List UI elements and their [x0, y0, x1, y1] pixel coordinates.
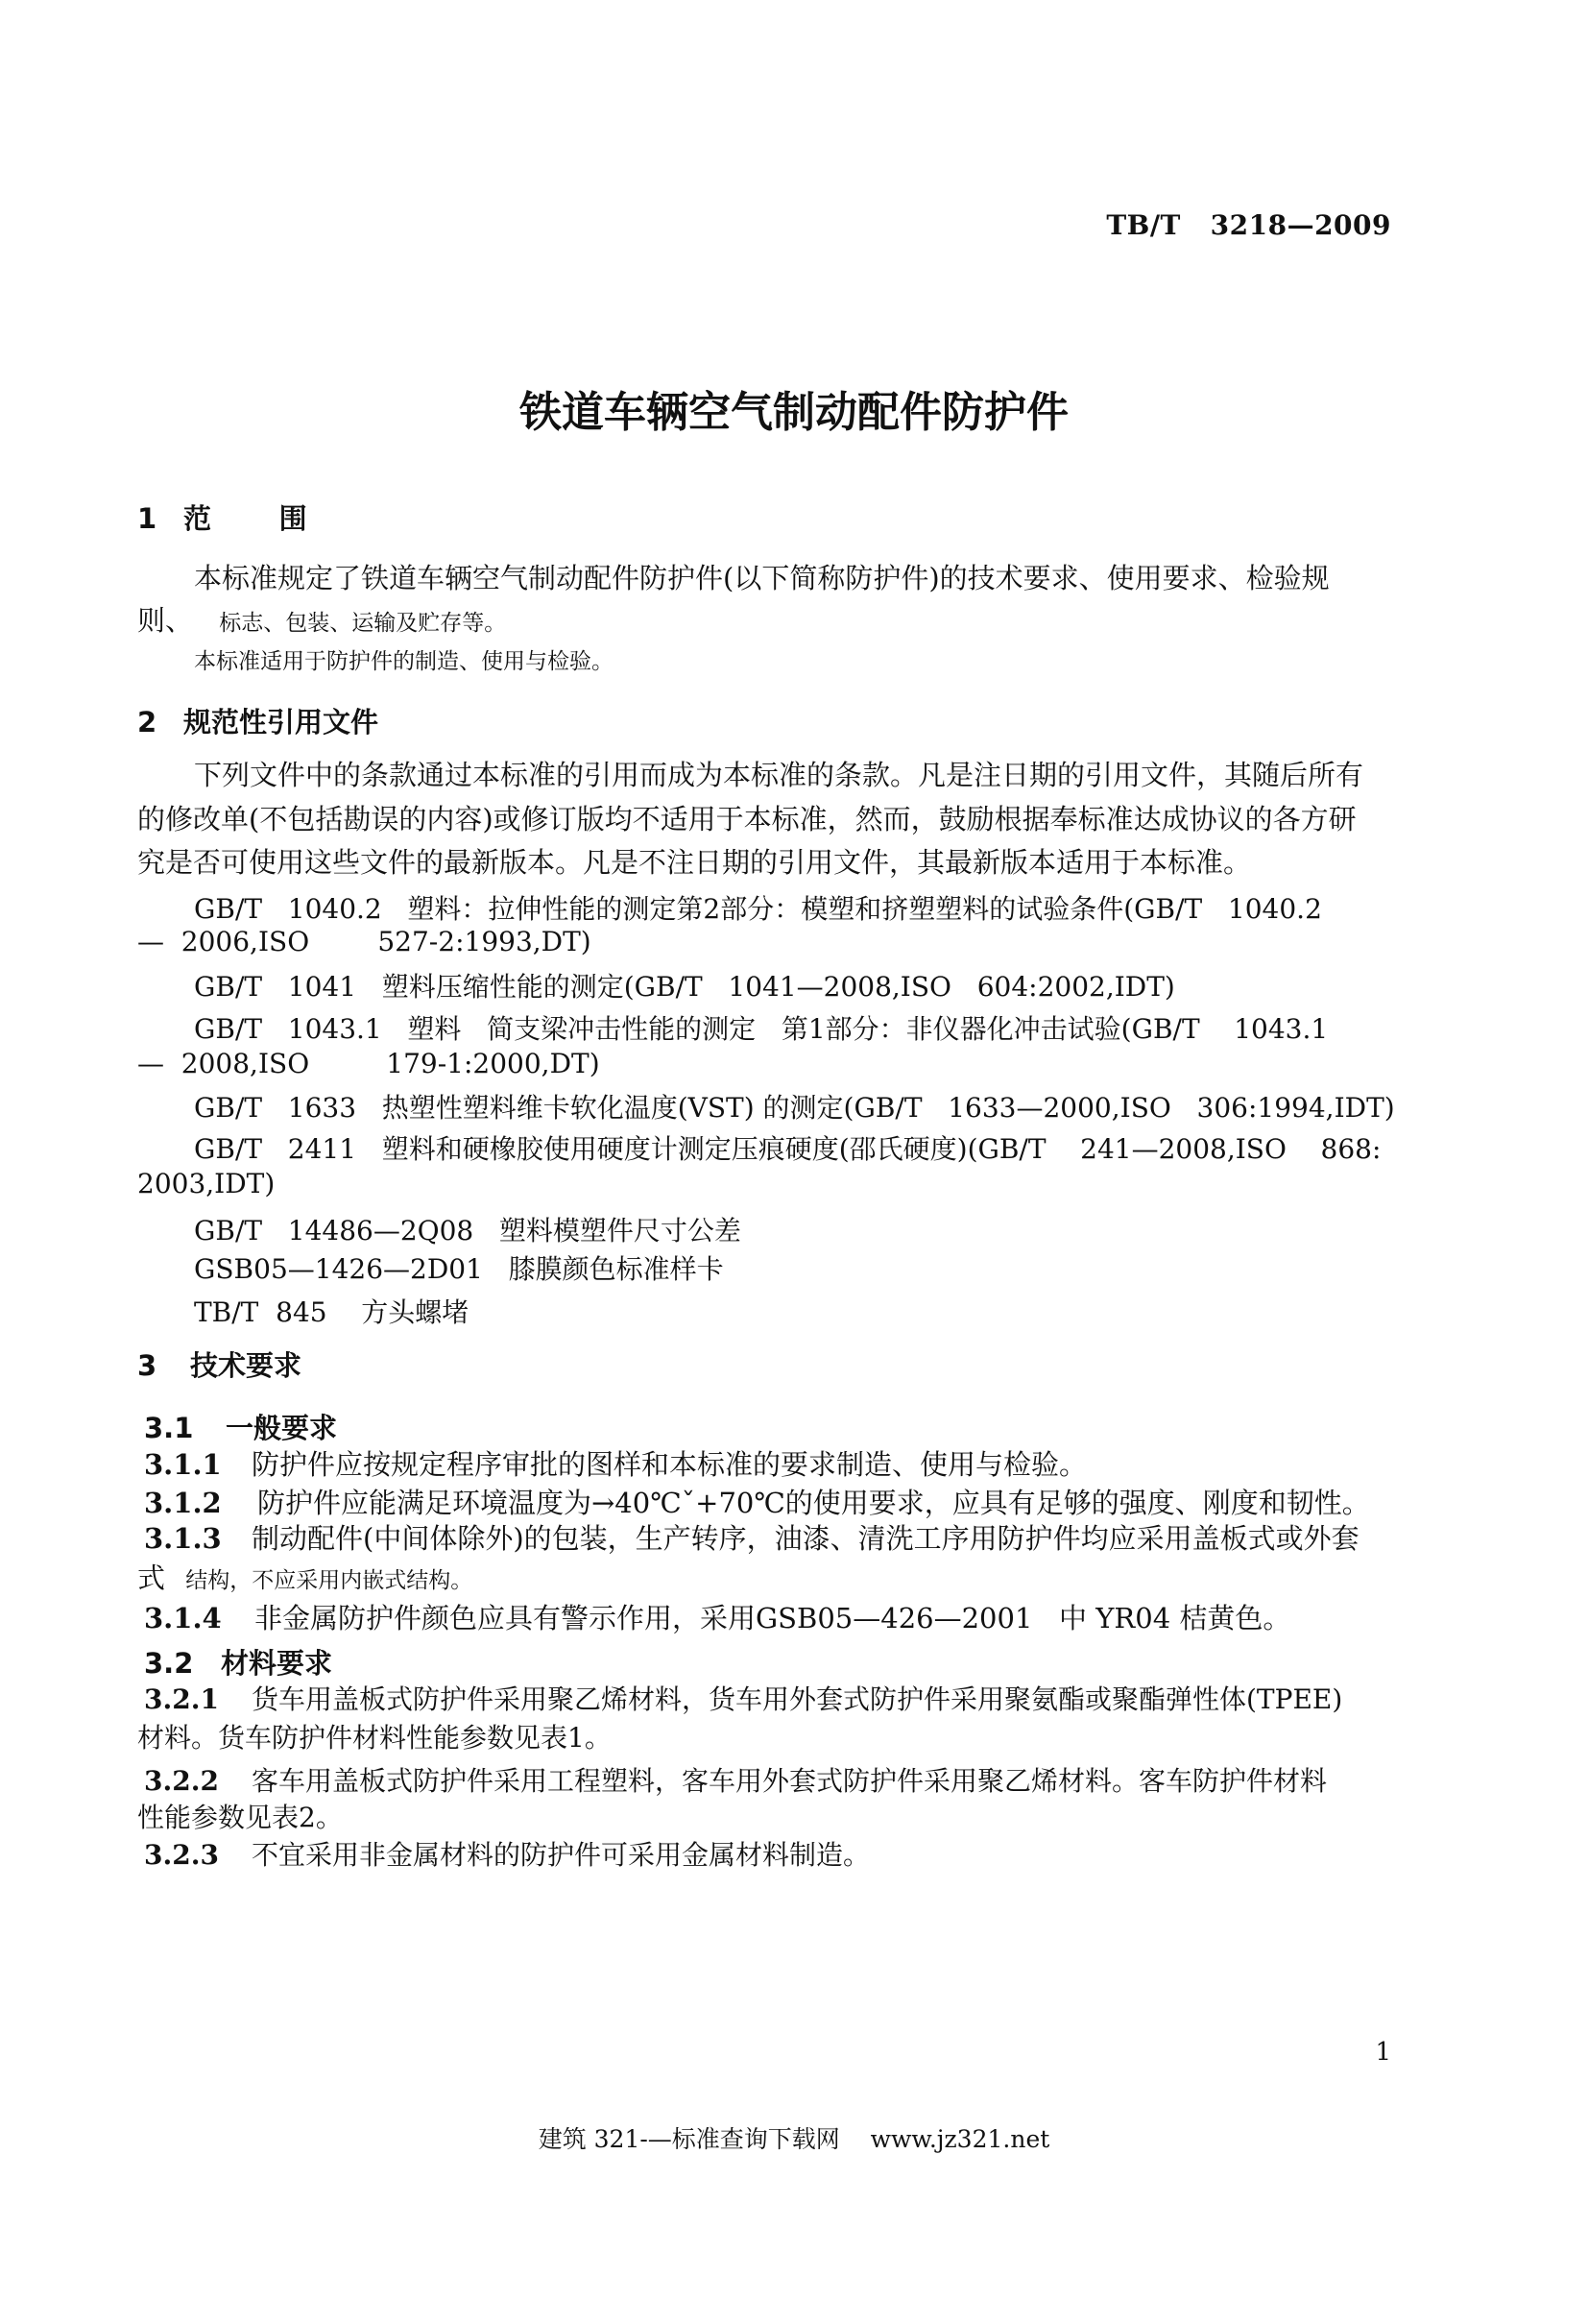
reference-item: GB/T 1043.1 塑料 简支梁冲击性能的测定 第1部分：非仪器化冲击试验(GB/T 1043.1 — [194, 1013, 1329, 1045]
clause-text: 客车用盖板式防护件采用工程塑料，客车用外套式防护件采用聚乙烯材料。客车防护件材料 — [252, 1765, 1328, 1797]
clause-number: 3.2.1 — [144, 1683, 219, 1715]
clause-text: 防护件应能满足环境温度为→40℃ˇ+70℃的使用要求，应具有足够的强度、刚度和韧性。 — [257, 1487, 1370, 1519]
reference-item: GB/T 1040.2 塑料：拉伸性能的测定第2部分：模塑和挤塑塑料的试验条件(GB/T 1040.2 — [194, 893, 1322, 925]
clause-number: 3.1.2 — [144, 1487, 222, 1519]
clause-text-rest: 结构，不应采用内嵌式结构。 — [185, 1568, 473, 1593]
clause-text: 不宜采用非金属材料的防护件可采用金属材料制造。 — [252, 1839, 871, 1871]
reference-item-continuation: 2003,IDT) — [137, 1168, 276, 1199]
section-2-number: 2 — [137, 706, 157, 738]
clause-3-2-2-line2: 性能参数见表2。 — [137, 1802, 343, 1833]
clause-3-1-4 — [144, 1602, 1290, 1635]
clause-3-1-2 — [144, 1487, 1370, 1520]
subsection-3-2-title: 材料要求 — [221, 1647, 333, 1680]
section-2-heading — [137, 701, 378, 740]
clause-number: 3.1.1 — [144, 1448, 222, 1481]
reference-item: GB/T 1633 热塑性塑料维卡软化温度(VST) 的测定(GB/T 1633—2000,ISO 306:1994,IDT) — [194, 1092, 1395, 1124]
clause-number: 3.2.2 — [144, 1765, 219, 1797]
clause-3-2-1-line2: 材料。货车防护件材料性能参数见表1。 — [137, 1722, 612, 1754]
scope-paragraph-line2 — [137, 604, 506, 638]
normative-intro-line3: 究是否可使用这些文件的最新版本。凡是不注日期的引用文件，其最新版本适用于本标准。 — [137, 846, 1252, 879]
clause-3-2-3 — [144, 1839, 870, 1872]
standard-code: TB/T 3218—2009 — [1106, 209, 1391, 241]
reference-item: GSB05—1426—2D01 膝膜颜色标准样卡 — [194, 1253, 724, 1285]
clause-number: 3.1.3 — [144, 1522, 222, 1555]
clause-number: 3.1.4 — [144, 1602, 222, 1634]
subsection-3-2-heading — [144, 1642, 332, 1682]
section-1-number: 1 — [137, 502, 157, 535]
scope-line2-rest: 标志、包装、运输及贮存等。 — [219, 611, 507, 636]
reference-item: TB/T 845 方头螺堵 — [194, 1296, 469, 1328]
subsection-3-1-title: 一般要求 — [226, 1412, 338, 1444]
reference-item: GB/T 1041 塑料压缩性能的测定(GB/T 1041—2008,ISO 604:2002,IDT) — [194, 971, 1175, 1003]
clause-text-start: 式 — [137, 1561, 166, 1594]
clause-3-1-3 — [144, 1522, 1359, 1556]
scope-paragraph-line1: 本标准规定了铁道车辆空气制动配件防护件(以下简称防护件)的技术要求、使用要求、检验规 — [194, 562, 1330, 594]
section-1-title: 范 围 — [183, 502, 307, 535]
clause-text: 非金属防护件颜色应具有警示作用，采用GSB05—426—2001 中 YR04 桔黄色。 — [254, 1602, 1291, 1634]
clause-text: 制动配件(中间体除外)的包装，生产转序，油漆、清洗工序用防护件均应采用盖板式或外套 — [252, 1522, 1359, 1555]
subsection-3-2-number: 3.2 — [144, 1647, 194, 1680]
clause-number: 3.2.3 — [144, 1839, 219, 1871]
subsection-3-1-heading — [144, 1407, 337, 1446]
reference-item: GB/T 2411 塑料和硬橡胶使用硬度计测定压痕硬度(邵氏硬度)(GB/T 241—2008,ISO 868: — [194, 1133, 1382, 1165]
reference-item-continuation: — 2006,ISO 527-2:1993,DT) — [137, 926, 591, 957]
normative-intro-line1: 下列文件中的条款通过本标准的引用而成为本标准的条款。凡是注日期的引用文件，其随后所有 — [194, 759, 1364, 791]
subsection-3-1-number: 3.1 — [144, 1412, 194, 1444]
section-3-title: 技术要求 — [190, 1349, 302, 1382]
scope-line2-start: 则、 — [137, 604, 194, 637]
page-number: 1 — [1375, 2038, 1391, 2067]
clause-3-1-1 — [144, 1448, 1087, 1482]
section-3-heading — [137, 1344, 301, 1384]
clause-3-1-3-line2 — [137, 1561, 472, 1595]
clause-3-2-2 — [144, 1765, 1327, 1798]
reference-item-continuation: — 2008,ISO 179-1:2000,DT) — [137, 1048, 600, 1079]
clause-text: 防护件应按规定程序审批的图样和本标准的要求制造、使用与检验。 — [252, 1448, 1088, 1481]
footer-website: 建筑 321-—标准查询下载网 www.jz321.net — [538, 2125, 1050, 2153]
scope-applicability: 本标准适用于防护件的制造、使用与检验。 — [194, 649, 614, 674]
reference-item: GB/T 14486—2Q08 塑料模塑件尺寸公差 — [194, 1215, 741, 1247]
normative-intro-line2: 的修改单(不包括勘误的内容)或修订版均不适用于本标准，然而，鼓励根据奉标准达成协议的各方研 — [137, 803, 1357, 835]
clause-3-2-1 — [144, 1683, 1342, 1716]
document-title: 铁道车辆空气制动配件防护件 — [519, 388, 1069, 437]
section-1-heading — [137, 497, 307, 537]
section-3-number: 3 — [137, 1349, 157, 1382]
section-2-title: 规范性引用文件 — [183, 706, 379, 738]
clause-text: 货车用盖板式防护件采用聚乙烯材料，货车用外套式防护件采用聚氨酯或聚酯弹性体(TPEE) — [252, 1683, 1343, 1715]
